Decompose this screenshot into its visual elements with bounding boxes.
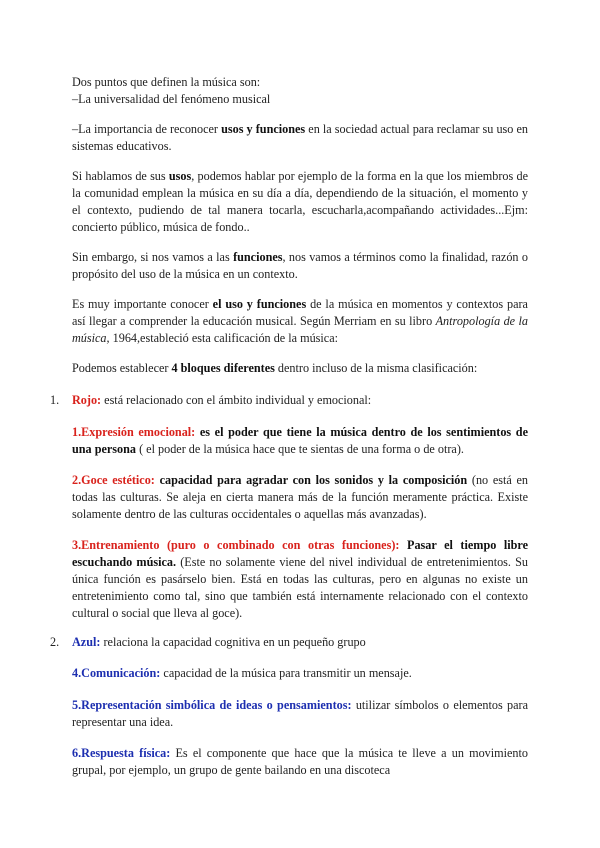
funciones-text-end: , nos vamos a términos como la finalidad, razón o propósito del uso de la música en un contexto. (72, 250, 528, 281)
merriam-book-title: Antropología de la música, (72, 314, 528, 345)
rojo-item-1-title: 1.Expresión emocional: (72, 425, 196, 439)
rojo-item-1-bold: es el poder que tiene la música dentro de los sentimientos de una persona (72, 425, 528, 456)
azul-heading (72, 634, 528, 651)
azul-item-5 (72, 697, 528, 731)
list-number-1: 1. (50, 393, 60, 407)
merriam-text: Es muy importante conocer (72, 297, 213, 311)
rojo-item-3-text: (Este no solamente viene del nivel individual de entretenimientos. Su única función es pasárselo bien. Está en todas las culturas, pero en algunas no existe un entretenimiento como tal, sino que también está internamente relacionado con el contexto cultural o social que lleva al goce). (72, 555, 528, 620)
merriam-text-mid: de la música en momentos y contextos para así llegar a comprender la educación musical. Según Merriam en su libro (72, 297, 528, 328)
azul-text: relaciona la capacidad cognitiva en un pequeño grupo (100, 635, 366, 649)
rojo-item-2-title: 2.Goce estético: (72, 473, 155, 487)
rojo-item-2-text: (no está en todas las culturas. Se aleja en cierta manera más de la función meramente práctica. Existe solamente dentro de las culturas occidentales o aquellas más avanzadas). (72, 473, 528, 521)
merriam-text-end: 1964,estableció esta calificación de la música: (109, 331, 338, 345)
importance-text-end: en la sociedad actual para reclamar su uso en sistemas educativos. (72, 122, 528, 153)
rojo-item-1-text: ( el poder de la música hace que te sientas de una forma o de otra). (136, 442, 464, 456)
azul-item-5-text: utilizar símbolos o elementos para representar una idea. (72, 698, 528, 729)
intro-line-1: Dos puntos que definen la música son: (72, 75, 261, 89)
rojo-item-3-bold: Pasar el tiempo libre escuchando música. (72, 538, 528, 569)
merriam-bold: el uso y funciones (212, 297, 307, 311)
azul-item-6-text: Es el componente que hace que la música te lleve a un movimiento grupal, por ejemplo, un grupo de gente bailando en una discoteca (72, 746, 529, 777)
bloques-text-end: dentro incluso de la misma clasificación: (274, 361, 478, 375)
rojo-item-2 (72, 472, 528, 523)
rojo-text: está relacionado con el ámbito individual y emocional: (101, 393, 372, 407)
bloques-paragraph (72, 360, 528, 377)
usos-paragraph (72, 168, 528, 236)
funciones-text: Sin embargo, si nos vamos a las (72, 250, 234, 264)
azul-item-6 (72, 745, 528, 779)
rojo-label: Rojo: (72, 393, 102, 407)
azul-item-4 (72, 665, 528, 682)
azul-item-4-title: 4.Comunicación: (72, 666, 161, 680)
azul-item-6-title: 6.Respuesta física: (72, 746, 171, 760)
intro-paragraph (72, 74, 528, 108)
rojo-heading (72, 392, 528, 409)
bloques-text: Podemos establecer (72, 361, 172, 375)
importance-text: –La importancia de reconocer (72, 122, 222, 136)
rojo-item-3-title: 3.Entrenamiento (puro o combinado con otras funciones): (72, 538, 400, 552)
importance-paragraph (72, 121, 528, 155)
rojo-item-3 (72, 537, 528, 622)
rojo-item-2-bold: capacidad para agradar con los sonidos y la composición (154, 473, 468, 487)
azul-item-4-text: capacidad de la música para transmitir un mensaje. (160, 666, 412, 680)
usos-bold: usos (168, 169, 192, 183)
azul-label: Azul: (72, 635, 101, 649)
importance-bold: usos y funciones (221, 122, 306, 136)
list-number-2: 2. (50, 635, 60, 649)
azul-item-5-title: 5.Representación simbólica de ideas o pensamientos: (72, 698, 352, 712)
merriam-paragraph (72, 296, 528, 347)
intro-line-2: –La universalidad del fenómeno musical (72, 92, 271, 106)
bloques-bold: 4 bloques diferentes (171, 361, 275, 375)
rojo-item-1 (72, 424, 528, 458)
funciones-paragraph (72, 249, 528, 283)
funciones-bold: funciones (233, 250, 283, 264)
usos-text: Si hablamos de sus (72, 169, 169, 183)
usos-text-end: , podemos hablar por ejemplo de la forma en la que los miembros de la comunidad emplean la música en su día a día, dependiendo de la situación, el momento y el contexto, pudiendo de tal manera tocarla, escucharla,acompañando actividades...Ejm: concierto público, música de fondo.. (72, 169, 528, 234)
